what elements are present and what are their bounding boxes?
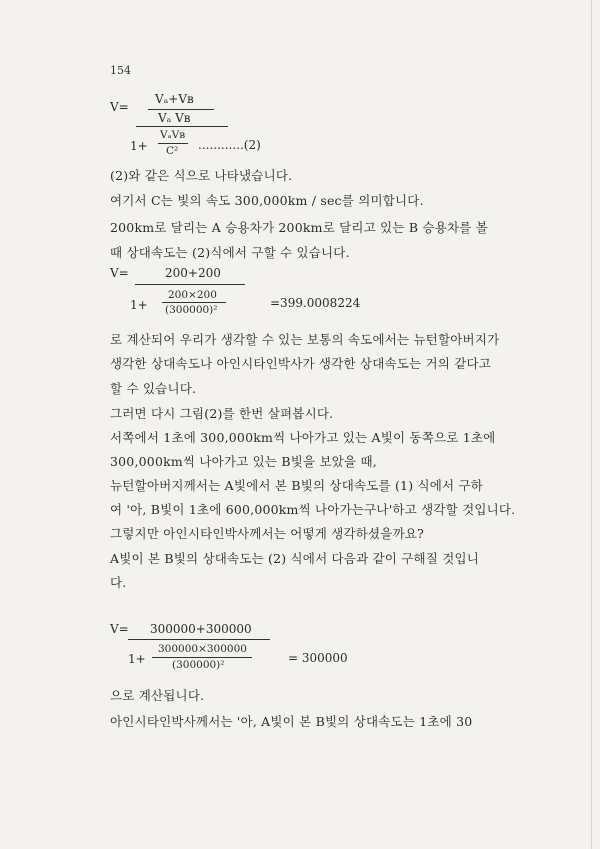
text-line-15: 다. — [110, 575, 127, 590]
page-edge — [591, 0, 592, 849]
formula-2-small-rule — [158, 143, 188, 144]
formula-2-small-numerator: VₐVʙ — [160, 129, 186, 141]
page-number: 154 — [110, 64, 131, 77]
formula-200-small-denominator: (300000)² — [165, 304, 218, 316]
formula-200-result: =399.0008224 — [270, 296, 361, 310]
formula-200-main-rule — [135, 284, 245, 285]
text-line-7: 할 수 있습니다. — [110, 381, 197, 396]
formula-2-inner-rule — [148, 109, 214, 110]
formula-300000-numerator: 300000+300000 — [150, 622, 252, 636]
formula-200-denominator-one: 1+ — [130, 298, 148, 312]
text-line-13: 그렇지만 아인시타인박사께서는 어떻게 생각하셨을까요? — [110, 526, 425, 541]
text-line-11: 뉴턴할아버지께서는 A빛에서 본 B빛의 상대속도를 (1) 식에서 구하 — [110, 478, 484, 493]
text-line-9: 서쪽에서 1초에 300,000km씩 나아가고 있는 A빛이 동쪽으로 1초에 — [110, 430, 496, 445]
formula-2-main-rule — [136, 126, 228, 127]
text-line-16: 으로 계산됩니다. — [110, 688, 205, 703]
formula-200-small-rule — [162, 302, 226, 303]
formula-2-lhs: V= — [110, 100, 129, 114]
formula-300000-main-rule — [128, 639, 270, 640]
formula-300000-result: = 300000 — [288, 651, 348, 665]
text-line-6: 생각한 상대속도나 아인시타인박사가 생각한 상대속도는 거의 같다고 — [110, 356, 492, 371]
text-line-10: 300,000km씩 나아가고 있는 B빛을 보았을 때, — [110, 454, 377, 469]
formula-300000-small-rule — [152, 657, 252, 658]
formula-200-lhs: V= — [110, 266, 129, 280]
formula-200-numerator: 200+200 — [165, 266, 221, 280]
formula-2-denominator-one: 1+ — [130, 139, 148, 153]
formula-2-denominator-mid: Vₐ Vʙ — [158, 111, 191, 125]
text-line-1: (2)와 같은 식으로 나타냈습니다. — [110, 168, 293, 183]
formula-2-small-denominator: C² — [166, 145, 179, 157]
text-line-2: 여기서 C는 빛의 속도 300,000km / sec를 의미합니다. — [110, 193, 424, 208]
formula-2-label: ............(2) — [198, 138, 261, 152]
formula-2-numerator: Vₐ+Vʙ — [155, 92, 194, 106]
formula-300000-small-denominator: (300000)² — [172, 659, 225, 671]
text-line-8: 그러면 다시 그림(2)를 한번 살펴봅시다. — [110, 406, 334, 421]
text-line-4: 때 상대속도는 (2)식에서 구할 수 있습니다. — [110, 245, 350, 260]
text-line-3: 200km로 달리는 A 승용차가 200km로 달리고 있는 B 승용차를 볼 — [110, 220, 488, 235]
text-line-14: A빛이 본 B빛의 상대속도는 (2) 식에서 다음과 같이 구해질 것입니 — [110, 551, 480, 566]
formula-300000-denominator-one: 1+ — [128, 652, 146, 666]
formula-300000-lhs: V= — [110, 622, 129, 636]
text-line-12: 여 '아, B빛이 1초에 600,000km씩 나아가는구나'하고 생각할 것입니다. — [110, 502, 516, 517]
formula-200-small-numerator: 200×200 — [168, 289, 217, 301]
text-line-17: 아인시타인박사께서는 '아, A빛이 본 B빛의 상대속도는 1초에 30 — [110, 714, 473, 729]
formula-300000-small-numerator: 300000×300000 — [158, 643, 247, 655]
text-line-5: 로 계산되어 우리가 생각할 수 있는 보통의 속도에서는 뉴턴할아버지가 — [110, 332, 500, 347]
